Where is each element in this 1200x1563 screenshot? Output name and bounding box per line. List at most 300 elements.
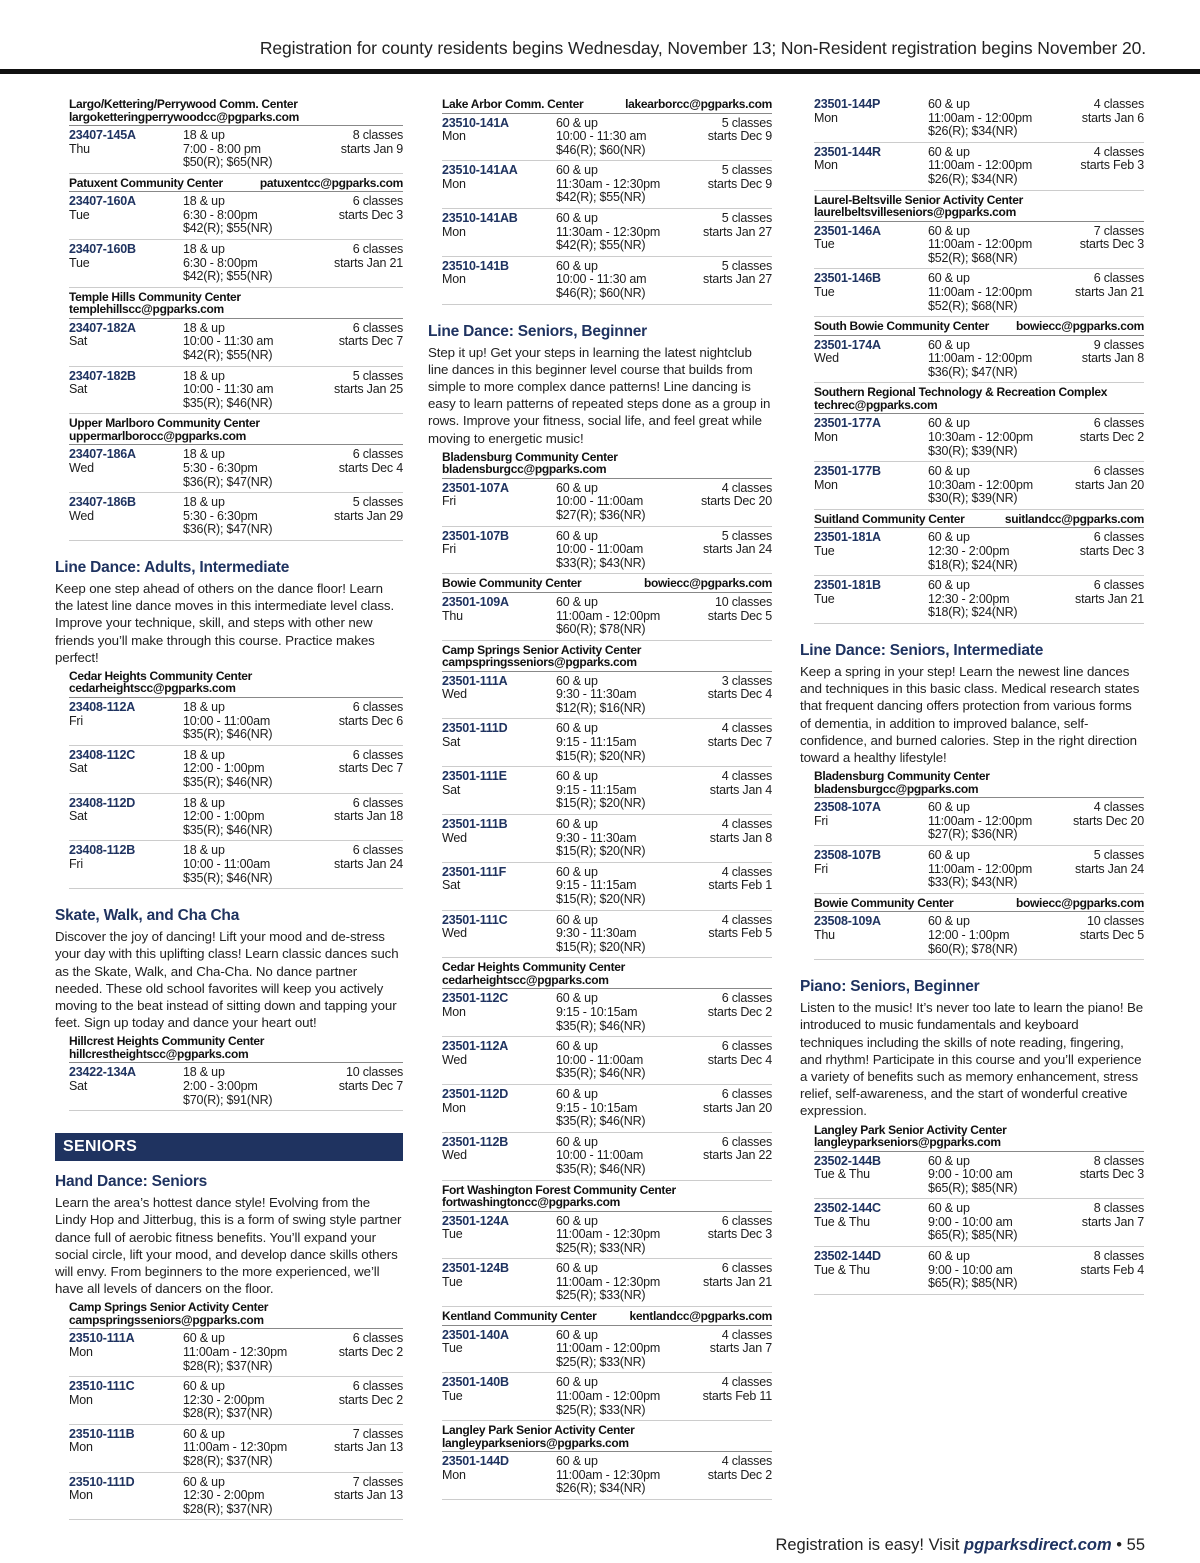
class-listing-row xyxy=(69,126,403,174)
class-schedule-cell xyxy=(339,1066,403,1107)
class-listing-row xyxy=(442,257,772,305)
class-day: Mon xyxy=(69,1344,93,1359)
class-code-cell xyxy=(442,675,556,716)
class-schedule-cell xyxy=(334,370,403,411)
class-age: 60 & up xyxy=(556,817,598,832)
class-fee: $33(R); $43(NR) xyxy=(928,875,1018,890)
class-day: Mon xyxy=(442,1467,466,1482)
class-code[interactable]: 23408-112D xyxy=(69,795,136,810)
class-fee: $35(R); $46(NR) xyxy=(556,1066,646,1081)
center-email-link[interactable]: langleyparkseniors@pgparks.com xyxy=(442,1435,629,1450)
class-code[interactable]: 23407-182A xyxy=(69,320,136,335)
class-code[interactable]: 23408-112B xyxy=(69,843,136,858)
class-day: Thu xyxy=(69,141,90,156)
class-count: 7 classes xyxy=(352,1426,403,1441)
class-code[interactable]: 23501-144P xyxy=(814,97,881,111)
class-count: 4 classes xyxy=(721,1327,772,1342)
class-detail-cell xyxy=(556,1329,710,1370)
class-start-date: starts Feb 1 xyxy=(708,878,772,893)
class-time: 11:00am - 12:30pm xyxy=(183,1344,288,1359)
class-fee: $65(R); $85(NR) xyxy=(928,1276,1018,1291)
class-time: 12:30 - 2:00pm xyxy=(183,1488,265,1503)
center-email-link[interactable]: laurelbeltsvilleseniors@pgparks.com xyxy=(814,205,1016,220)
class-detail-cell xyxy=(556,1262,703,1303)
class-time: 12:30 - 2:00pm xyxy=(928,591,1010,606)
class-count: 6 classes xyxy=(352,447,403,462)
class-code[interactable]: 23501-124B xyxy=(442,1261,509,1276)
class-code-cell xyxy=(69,1476,183,1517)
class-listing-row xyxy=(69,445,403,493)
class-code[interactable]: 23408-112A xyxy=(69,699,136,714)
class-day: Mon xyxy=(814,430,838,444)
center-email-link[interactable]: bladensburgcc@pgparks.com xyxy=(814,781,979,796)
class-age: 60 & up xyxy=(183,1331,225,1346)
center-email-link[interactable]: langleyparkseniors@pgparks.com xyxy=(814,1135,1001,1150)
column-1 xyxy=(55,95,403,1520)
class-start-date: starts Jan 25 xyxy=(334,382,403,397)
center-name: Camp Springs Senior Activity Center xyxy=(442,642,642,657)
class-fee: $42(R); $55(NR) xyxy=(556,238,646,253)
center-email-link[interactable]: fortwashingtoncc@pgparks.com xyxy=(442,1195,620,1209)
class-count: 4 classes xyxy=(1093,800,1144,815)
class-age: 60 & up xyxy=(556,769,598,784)
class-count: 10 classes xyxy=(1086,914,1144,929)
class-time: 9:15 - 11:15am xyxy=(556,878,637,893)
class-schedule-cell xyxy=(1080,146,1144,187)
class-code[interactable]: 23510-141AA xyxy=(442,163,518,178)
class-day: Wed xyxy=(69,461,94,475)
course-description: Keep a spring in your step! Learn the newest line dances and techniques in this basic class. Medical research states that frequent dancing offers protection from various forms of dementia, in addition to improved balance, self-confidence, and burned calories. Step in the right direction toward a healthy lifestyle! xyxy=(800,664,1140,766)
class-count: 6 classes xyxy=(352,795,403,810)
class-age: 60 & up xyxy=(928,144,970,159)
center-heading xyxy=(442,450,772,479)
class-fee: $35(R); $46(NR) xyxy=(556,1114,646,1129)
class-day: Wed xyxy=(814,351,839,366)
class-code[interactable]: 23501-107A xyxy=(442,480,509,495)
class-start-date: starts Feb 5 xyxy=(708,926,772,941)
class-age: 60 & up xyxy=(183,1379,225,1394)
class-code[interactable]: 23407-186A xyxy=(69,447,136,462)
class-day: Mon xyxy=(442,176,466,191)
class-code[interactable]: 23501-109A xyxy=(442,594,509,609)
class-schedule-cell xyxy=(1082,339,1144,380)
class-start-date: starts Jan 27 xyxy=(703,272,772,287)
class-code-cell xyxy=(69,1428,183,1469)
class-listing-row xyxy=(69,493,403,541)
registration-notice: Registration for county residents begins Wednesday, November 13; Non-Resident registration begins November 20. xyxy=(259,38,1146,58)
class-detail-cell xyxy=(928,98,1082,139)
class-code-cell xyxy=(442,818,556,859)
class-fee: $28(R); $37(NR) xyxy=(183,1501,273,1516)
class-code[interactable]: 23502-144C xyxy=(814,1201,881,1216)
class-code-cell xyxy=(69,844,183,885)
class-time: 6:30 - 8:00pm xyxy=(183,207,258,222)
center-email-link[interactable]: bowiecc@pgparks.com xyxy=(1015,895,1144,910)
class-age: 60 & up xyxy=(928,337,970,352)
class-listing-row xyxy=(69,367,403,415)
class-start-date: starts Dec 4 xyxy=(338,461,403,475)
class-fee: $46(R); $60(NR) xyxy=(556,286,646,301)
class-age: 18 & up xyxy=(183,495,225,510)
class-time: 9:00 - 10:00 am xyxy=(928,1214,1013,1229)
class-code[interactable]: 23501-177B xyxy=(814,464,881,479)
class-code[interactable]: 23510-141A xyxy=(442,115,509,130)
class-code[interactable]: 23501-112C xyxy=(442,991,509,1006)
class-start-date: starts Jan 7 xyxy=(709,1341,772,1356)
class-start-date: starts Dec 3 xyxy=(1079,1167,1144,1182)
class-count: 6 classes xyxy=(1093,530,1144,545)
class-count: 4 classes xyxy=(721,1454,772,1469)
class-day: Fri xyxy=(69,856,83,871)
center-name: Bladensburg Community Center xyxy=(814,769,990,784)
class-count: 6 classes xyxy=(721,1213,772,1228)
class-schedule-cell xyxy=(1075,579,1144,620)
header-rule xyxy=(0,69,1200,74)
class-age: 18 & up xyxy=(183,194,225,209)
class-code-cell xyxy=(442,1262,556,1303)
class-detail-cell xyxy=(556,1215,708,1256)
class-count: 6 classes xyxy=(1093,416,1144,431)
class-day: Tue & Thu xyxy=(814,1214,870,1229)
center-name: Hillcrest Heights Community Center xyxy=(69,1034,265,1049)
class-fee: $35(R); $46(NR) xyxy=(183,870,273,885)
center-email-link[interactable]: bowiecc@pgparks.com xyxy=(1015,319,1144,334)
center-email-link[interactable]: templehillscc@pgparks.com xyxy=(69,302,224,317)
class-code-cell xyxy=(442,866,556,907)
class-count: 6 classes xyxy=(352,699,403,714)
class-fee: $26(R); $34(NR) xyxy=(928,171,1018,186)
class-code[interactable]: 23407-160A xyxy=(69,194,136,209)
class-code[interactable]: 23501-144D xyxy=(442,1454,509,1469)
class-code-cell xyxy=(69,496,183,537)
class-fee: $35(R); $46(NR) xyxy=(556,1161,646,1176)
class-code[interactable]: 23508-107B xyxy=(814,848,881,863)
class-day: Fri xyxy=(442,494,456,509)
footer-website-link[interactable]: pgparksdirect.com xyxy=(964,1536,1112,1554)
class-code[interactable]: 23501-146A xyxy=(814,223,881,238)
class-start-date: starts Jan 20 xyxy=(703,1100,772,1115)
class-start-date: starts Dec 7 xyxy=(338,1078,403,1093)
class-count: 8 classes xyxy=(1093,1201,1144,1216)
class-detail-cell xyxy=(183,322,339,363)
center-heading xyxy=(69,669,403,698)
class-code[interactable]: 23502-144D xyxy=(814,1249,881,1264)
class-code[interactable]: 23510-141AB xyxy=(442,211,518,226)
class-detail-cell xyxy=(183,1476,334,1517)
class-detail-cell xyxy=(556,1136,703,1177)
class-listing-row xyxy=(442,1133,772,1181)
center-email-link[interactable]: patuxentcc@pgparks.com xyxy=(259,175,403,190)
class-code-cell xyxy=(69,195,183,236)
class-fee: $15(R); $20(NR) xyxy=(556,939,646,954)
class-code[interactable]: 23502-144B xyxy=(814,1153,881,1168)
class-code[interactable]: 23501-181A xyxy=(814,530,881,545)
class-schedule-cell xyxy=(1082,98,1144,139)
class-detail-cell xyxy=(556,596,708,637)
class-count: 6 classes xyxy=(1093,271,1144,286)
class-schedule-cell xyxy=(708,1215,772,1256)
class-start-date: starts Jan 8 xyxy=(709,830,772,845)
class-age: 18 & up xyxy=(183,795,225,810)
class-age: 60 & up xyxy=(556,1375,598,1390)
class-code[interactable]: 23407-145A xyxy=(69,128,136,142)
class-listing-row xyxy=(814,1199,1144,1247)
center-name: Temple Hills Community Center xyxy=(69,289,241,304)
class-count: 7 classes xyxy=(352,1474,403,1489)
class-schedule-cell xyxy=(339,322,403,363)
class-count: 6 classes xyxy=(352,843,403,858)
class-fee: $25(R); $33(NR) xyxy=(556,1402,646,1417)
class-schedule-cell xyxy=(334,844,403,885)
class-detail-cell xyxy=(556,164,708,205)
class-time: 10:00 - 11:30 am xyxy=(556,272,647,287)
class-age: 60 & up xyxy=(183,1426,225,1441)
class-schedule-cell xyxy=(708,596,772,637)
class-code-cell xyxy=(442,770,556,811)
class-start-date: starts Dec 6 xyxy=(338,713,403,728)
class-code-cell xyxy=(442,260,556,301)
class-count: 4 classes xyxy=(721,1375,772,1390)
class-code[interactable]: 23510-111C xyxy=(69,1379,135,1394)
class-start-date: starts Dec 20 xyxy=(700,494,772,509)
class-code[interactable]: 23501-140A xyxy=(442,1327,509,1342)
center-email-link[interactable]: hillcrestheightscc@pgparks.com xyxy=(69,1046,249,1061)
course-description: Step it up! Get your steps in learning the latest nightclub line dances in this beginner level course that builds from simple to more complex dance patterns! Line dancing is easy to learn patterns of repeated steps done as a group in rows. Improve your fitness, social life, and feel great while moving to energetic music! xyxy=(428,344,771,446)
class-code[interactable]: 23408-112C xyxy=(69,747,136,762)
center-heading xyxy=(814,896,1144,913)
class-fee: $25(R); $33(NR) xyxy=(556,1240,646,1255)
center-email-link[interactable]: techrec@pgparks.com xyxy=(814,397,938,412)
class-age: 60 & up xyxy=(556,258,598,273)
class-day: Thu xyxy=(442,608,463,623)
class-day: Mon xyxy=(442,224,466,239)
class-listing-row xyxy=(69,794,403,842)
class-fee: $42(R); $55(NR) xyxy=(183,221,273,236)
class-listing-row xyxy=(442,161,772,209)
class-age: 60 & up xyxy=(183,1474,225,1489)
class-age: 60 & up xyxy=(556,528,598,543)
class-fee: $46(R); $60(NR) xyxy=(556,142,646,157)
class-code-cell xyxy=(69,1332,183,1373)
class-listing-row xyxy=(814,798,1144,846)
class-schedule-cell xyxy=(710,770,772,811)
class-code-cell xyxy=(442,1455,556,1496)
class-detail-cell xyxy=(928,272,1075,313)
class-code[interactable]: 23501-111B xyxy=(442,817,508,832)
class-code-cell xyxy=(442,482,556,523)
center-email-link[interactable]: cedarheightscc@pgparks.com xyxy=(442,972,609,987)
class-detail-cell xyxy=(556,260,703,301)
class-code[interactable]: 23510-111B xyxy=(69,1426,135,1441)
class-code[interactable]: 23501-124A xyxy=(442,1213,509,1228)
class-code[interactable]: 23501-111F xyxy=(442,864,507,879)
class-detail-cell xyxy=(183,797,334,838)
class-start-date: starts Jan 6 xyxy=(1081,110,1144,125)
class-code[interactable]: 23501-181B xyxy=(814,578,881,593)
class-code[interactable]: 23510-111A xyxy=(69,1331,135,1346)
class-fee: $52(R); $68(NR) xyxy=(928,298,1018,313)
course-description: Learn the area’s hottest dance style! Evolving from the Lindy Hop and Jitterbug, this is a form of swing style partner dance full of aerobic fitness benefits. You’ll expand your social circle, lift your mood, and develop dance skills others will envy. From beginners to the more experienced, we’ll have all levels of dancers on the floor. xyxy=(55,1195,402,1297)
class-time: 10:00 - 11:00am xyxy=(556,1052,644,1067)
class-count: 6 classes xyxy=(352,194,403,209)
class-time: 11:00am - 12:00pm xyxy=(928,158,1033,173)
class-age: 60 & up xyxy=(556,673,598,688)
class-code[interactable]: 23422-134A xyxy=(69,1065,136,1080)
center-heading xyxy=(442,97,772,114)
class-schedule-cell xyxy=(708,164,772,205)
class-count: 6 classes xyxy=(721,1086,772,1101)
class-time: 11:00am - 12:00pm xyxy=(556,1388,661,1403)
class-code[interactable]: 23501-177A xyxy=(814,416,881,431)
class-age: 60 & up xyxy=(928,530,970,545)
center-email-link[interactable]: kentlandcc@pgparks.com xyxy=(629,1309,772,1324)
class-code[interactable]: 23501-111C xyxy=(442,912,508,927)
center-email-link[interactable]: suitlandcc@pgparks.com xyxy=(1004,511,1144,526)
class-listing-row xyxy=(442,593,772,641)
class-count: 10 classes xyxy=(714,594,772,609)
class-start-date: starts Dec 7 xyxy=(707,735,772,750)
class-listing-row xyxy=(814,143,1144,191)
class-listing-row xyxy=(442,479,772,527)
class-code-cell xyxy=(814,465,928,506)
class-listing-row xyxy=(442,1037,772,1085)
class-start-date: starts Dec 2 xyxy=(707,1004,772,1019)
class-code-cell xyxy=(814,849,928,890)
class-detail-cell xyxy=(556,1455,708,1496)
center-email-link[interactable]: cedarheightscc@pgparks.com xyxy=(69,681,236,696)
center-name: Fort Washington Forest Community Center xyxy=(442,1182,676,1197)
class-listing-row xyxy=(69,192,403,240)
class-code-cell xyxy=(814,531,928,572)
class-code[interactable]: 23510-111D xyxy=(69,1474,135,1489)
class-code[interactable]: 23407-186B xyxy=(69,495,136,510)
class-count: 5 classes xyxy=(352,495,403,510)
class-start-date: starts Dec 9 xyxy=(707,129,772,144)
class-detail-cell xyxy=(556,914,708,955)
class-day: Fri xyxy=(814,861,828,876)
class-time: 9:00 - 10:00 am xyxy=(928,1167,1013,1182)
class-start-date: starts Jan 22 xyxy=(703,1148,772,1163)
center-email-link[interactable]: bladensburgcc@pgparks.com xyxy=(442,462,607,477)
class-count: 5 classes xyxy=(721,528,772,543)
class-age: 18 & up xyxy=(183,1065,225,1080)
class-schedule-cell xyxy=(710,1329,772,1370)
class-code-cell xyxy=(442,530,556,571)
class-code-cell xyxy=(442,164,556,205)
class-code[interactable]: 23501-146B xyxy=(814,271,881,286)
class-code[interactable]: 23510-141B xyxy=(442,258,509,273)
class-count: 10 classes xyxy=(345,1065,403,1080)
class-code[interactable]: 23501-112D xyxy=(442,1086,509,1101)
class-start-date: starts Jan 21 xyxy=(1075,284,1144,299)
class-code-cell xyxy=(69,322,183,363)
class-code[interactable]: 23508-107A xyxy=(814,800,881,815)
center-name: Lake Arbor Comm. Center xyxy=(442,97,584,111)
class-count: 8 classes xyxy=(1093,1153,1144,1168)
class-count: 6 classes xyxy=(1093,464,1144,479)
class-start-date: starts Feb 11 xyxy=(702,1388,772,1403)
class-time: 9:15 - 11:15am xyxy=(556,782,637,797)
class-count: 3 classes xyxy=(721,673,772,688)
class-code-cell xyxy=(814,915,928,956)
class-count: 7 classes xyxy=(1093,223,1144,238)
class-age: 60 & up xyxy=(928,1249,970,1264)
class-code-cell xyxy=(814,579,928,620)
class-code[interactable]: 23501-140B xyxy=(442,1375,509,1390)
center-email-link[interactable]: bowiecc@pgparks.com xyxy=(643,576,772,591)
class-age: 60 & up xyxy=(556,115,598,130)
class-code[interactable]: 23508-109A xyxy=(814,914,881,929)
class-code[interactable]: 23501-107B xyxy=(442,528,509,543)
class-code[interactable]: 23501-111D xyxy=(442,721,508,736)
class-schedule-cell xyxy=(341,129,403,170)
class-start-date: starts Jan 8 xyxy=(1081,351,1144,366)
class-detail-cell xyxy=(556,1376,703,1417)
class-detail-cell xyxy=(556,722,708,763)
class-code-cell xyxy=(442,1215,556,1256)
class-time: 12:30 - 2:00pm xyxy=(183,1392,265,1407)
class-listing-row xyxy=(442,1085,772,1133)
class-time: 10:00 - 11:00am xyxy=(183,713,271,728)
class-detail-cell xyxy=(928,579,1075,620)
class-detail-cell xyxy=(183,844,334,885)
class-schedule-cell xyxy=(703,530,772,571)
class-start-date: starts Dec 9 xyxy=(707,176,772,191)
class-listing-row xyxy=(442,1259,772,1307)
class-day: Mon xyxy=(69,1488,93,1503)
class-schedule-cell xyxy=(1075,272,1144,313)
class-time: 9:30 - 11:30am xyxy=(556,687,637,702)
class-code[interactable]: 23501-112B xyxy=(442,1134,509,1149)
class-code[interactable]: 23407-160B xyxy=(69,242,136,257)
class-schedule-cell xyxy=(1082,1202,1144,1243)
class-code[interactable]: 23501-174A xyxy=(814,337,881,352)
class-time: 7:00 - 8:00 pm xyxy=(183,141,261,156)
class-schedule-cell xyxy=(339,749,403,790)
center-email-link[interactable]: largoketteringperrywoodcc@pgparks.com xyxy=(69,109,299,124)
class-time: 10:00 - 11:30 am xyxy=(183,334,274,349)
class-schedule-cell xyxy=(1075,465,1144,506)
class-code[interactable]: 23501-144R xyxy=(814,144,881,159)
center-heading xyxy=(69,97,403,126)
class-time: 11:00am - 12:00pm xyxy=(928,110,1033,125)
class-start-date: starts Jan 24 xyxy=(334,856,403,871)
center-email-link[interactable]: campspringsseniors@pgparks.com xyxy=(442,655,637,670)
class-detail-cell xyxy=(556,117,708,158)
class-code-cell xyxy=(814,417,928,458)
center-email-link[interactable]: campspringsseniors@pgparks.com xyxy=(69,1312,264,1327)
class-day: Sat xyxy=(442,735,461,750)
class-code[interactable]: 23501-111E xyxy=(442,769,507,784)
class-count: 5 classes xyxy=(1093,848,1144,863)
class-day: Mon xyxy=(442,1004,466,1019)
class-schedule-cell xyxy=(708,914,772,955)
class-detail-cell xyxy=(183,1428,334,1469)
class-age: 18 & up xyxy=(183,320,225,335)
class-age: 18 & up xyxy=(183,242,225,257)
class-code[interactable]: 23501-111A xyxy=(442,673,508,688)
center-name: Bowie Community Center xyxy=(814,895,954,910)
center-email-link[interactable]: lakearborcc@pgparks.com xyxy=(625,97,772,111)
class-code[interactable]: 23501-112A xyxy=(442,1039,509,1054)
center-email-link[interactable]: uppermarlborocc@pgparks.com xyxy=(69,428,246,443)
class-code-cell xyxy=(442,1088,556,1129)
class-listing-row xyxy=(814,528,1144,576)
class-code[interactable]: 23407-182B xyxy=(69,368,136,383)
class-start-date: starts Dec 3 xyxy=(707,1227,772,1242)
class-code-cell xyxy=(442,212,556,253)
class-detail-cell xyxy=(928,339,1082,380)
